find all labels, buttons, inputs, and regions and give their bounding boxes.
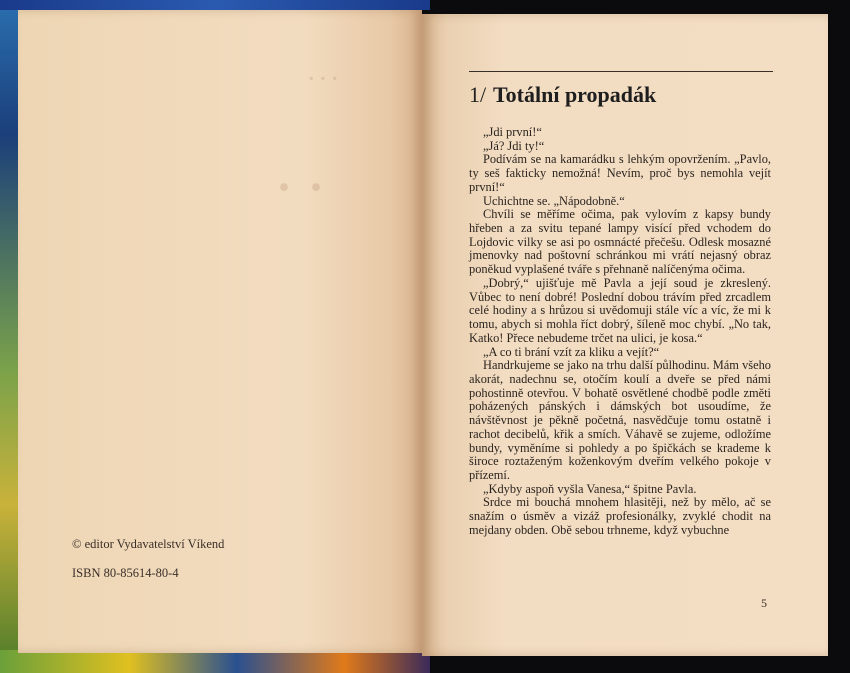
paragraph: Chvíli se měříme očima, pak vylovím z kapsy bundy hřeben a za svitu tepané lampy visící před vchodem do Lojdovic vilky se asi po osmnácté přečešu. Odlesk mosazné jmenovky nad poštovní schránkou mi vrátí nejasný obraz poněkud vyplašené tváře s přehnaně nalíčenýma očima. [469,207,771,277]
show-through-text: · · · [308,68,339,90]
chapter-body [469,126,771,538]
chapter-number: 1/ [469,82,487,107]
copyright-line: © editor Vydavatelství Víkend [72,537,225,551]
paragraph: „A co ti brání vzít za kliku a vejít?“ [483,344,660,359]
paragraph: Srdce mi bouchá mnohem hlasitěji, než by mělo, ač se snažím o úsměv a vizáž profesionálky, zvyklé chodit na mejdany obden. Obě sebou trhneme, když vybuchne [469,495,771,537]
cover-top-edge [0,0,430,10]
show-through-text: · · [276,161,327,214]
paragraph: „Já? Jdi ty!“ [483,138,545,153]
paragraph: „Jdi první!“ [483,125,542,139]
left-page [18,10,422,653]
paragraph: „Kdyby aspoň vyšla Vanesa,“ špitne Pavla. [483,481,697,496]
cover-bottom-edge [0,650,430,673]
paragraph: Handrkujeme se jako na trhu další půlhodinu. Mám všeho akorát, nadechnu se, otočím koulí a dveře se před námi pohostinně otevřou. V bohatě osvětlené chodbě podle změti poházených pánských i dámských bot usoudíme, že návštěvnost je pěkně početná, nasvědčuje tomu ostatně i rachot decibelů, křik a smích. Váhavě se zujeme, odložíme bundy, vyměníme si pohledy a po špičkách se krademe k široce roztaženým koženkovým dveřím velkého pokoje v přízemí. [469,358,771,482]
paragraph: Podívám se na kamarádku s lehkým opovržením. „Pavlo, ty seš fakticky nemožná! Nevím, proč bys nemohla vejít první!“ [469,152,771,194]
chapter-rule [469,71,773,72]
paragraph: Uchichtne se. „Nápodobně.“ [483,193,625,208]
paragraph: „Dobrý,“ ujišťuje mě Pavla a její soud je zkreslený. Vůbec to není dobré! Poslední dobou trávím před zrcadlem celé hodiny a s hrůzou si uvědomuji stále víc a víc, že mi k tomu, abych si mohla říct dobrý, šíleně moc chybí. „No tak, Katko! Přece nebudeme trčet na ulici, je kosa.“ [469,275,771,345]
isbn-line: ISBN 80-85614-80-4 [72,566,179,580]
chapter-title: Totální propadák [493,82,657,107]
page-number: 5 [761,596,767,610]
